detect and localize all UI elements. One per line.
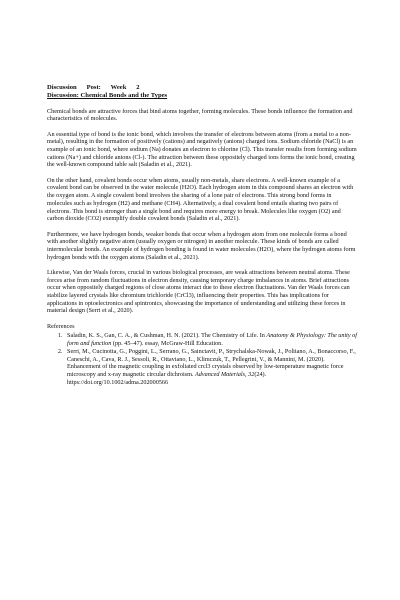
reference-item bbox=[64, 332, 357, 347]
paragraph-hydrogen-bond: Furthermore, we have hydrogen bonds, weaker bonds that occur when a hydrogen atom from one molecule forms a bond with another slightly negative atom (usually oxygen or nitrogen) in another molecule. These kinds of bonds are called intermolecular bonds. An example of hydrogen bonding is found in water molecules (H2O), where the hydrogen atoms form hydrogen bonds with the oxygen atoms (Saladin et al., 2021). bbox=[47, 230, 356, 261]
reference-text: (pp. 45–47). essay, McGraw-Hill Education. bbox=[111, 340, 223, 348]
post-title: Discussion Post: Week 2 bbox=[47, 84, 140, 91]
paragraph-van-der-waals: Likewise, Van der Waals forces, crucial in various biological processes, are weak attractions between neutral atoms. These forces arise from random fluctuations in electron density, causing temporary charge imbalances in atoms. Brief attractions occur when oppositely charged regions of close atoms interact due to these electron fluctuations. Van der Waals forces can stabilize layered crystals like chromium trichloride (CrCl3), influencing their properties. This has implications for applications in optoelectronics and spintronics, showcasing the importance of understanding and utilizing these forces in material design (Serri et al., 2020). bbox=[47, 268, 350, 315]
reference-text: (24). https://doi.org/10.1002/adma.202000566 bbox=[67, 370, 267, 386]
paragraph-ionic-bond: An essential type of bond is the ionic bond, which involves the transfer of electrons between atoms (from a metal to a non-metal), resulting in the formation of positively (cations) and negatively (anions) charged ions. Sodium chloride (NaCl) is an example of an ionic bond, where sodium (Na) donates an electron to chlorine (Cl). This transfer results from forming sodium cations (Na+) and chloride anions (Cl-). The attraction between these oppositely charged ions forms the ionic bond, creating the well-known compound table salt (Saladin et al., 2021). bbox=[47, 130, 357, 169]
references-list bbox=[47, 332, 357, 386]
discussion-subtitle: Discussion: Chemical Bonds and the Types bbox=[47, 92, 168, 99]
paragraph-intro: Chemical bonds are attractive forces that bind atoms together, forming molecules. These bonds influence the formation and characteristics of molecules. bbox=[47, 107, 353, 123]
references-heading: References bbox=[47, 322, 75, 330]
reference-journal: Advanced Materials, 32 bbox=[195, 370, 255, 378]
reference-text: Saladin, K. S., Gan, C. A., & Cushman, H. N. (2021). The Chemistry of Life. In bbox=[67, 332, 267, 340]
document-page bbox=[47, 84, 357, 386]
reference-book-title: Anatomy & Physiology: The unity of form and function bbox=[67, 332, 357, 348]
reference-item bbox=[64, 348, 357, 387]
paragraph-covalent-bond: On the other hand, covalent bonds occur when atoms, usually non-metals, share electrons. A well-known example of a covalent bond can be observed in the water molecule (H2O). Each hydrogen atom in this compound shares an electron with the oxygen atom. A single covalent bond involves the sharing of a lone pair of electrons. This strong bond forms in molecules such as hydrogen (H2) and methane (CH4). Alternatively, a dual covalent bond entails sharing two pairs of electrons. This bond is stronger than a single bond and requires more energy to break. Molecules like oxygen (O2) and carbon dioxide (CO2) exemplify double covalent bonds (Saladin et al., 2021). bbox=[47, 176, 354, 223]
reference-text: Serri, M., Cucinotta, G., Poggini, L., Serrano, G., Sainctavit, P., Strychalska-Nowak, J., Politano, A., Bonaccorso, F., Caneschi, A., Cava, R. J., Sessoli, R., Ottaviano, L., Klimczuk, T., Pellegrini, V., & Mannini, M. (2020). Enhancement of the magnetic coupling in exfoliated crcl3 crystals observed by low-temperature magnetic force microscopy and x-ray magnetic circular dichroism. bbox=[67, 347, 356, 378]
